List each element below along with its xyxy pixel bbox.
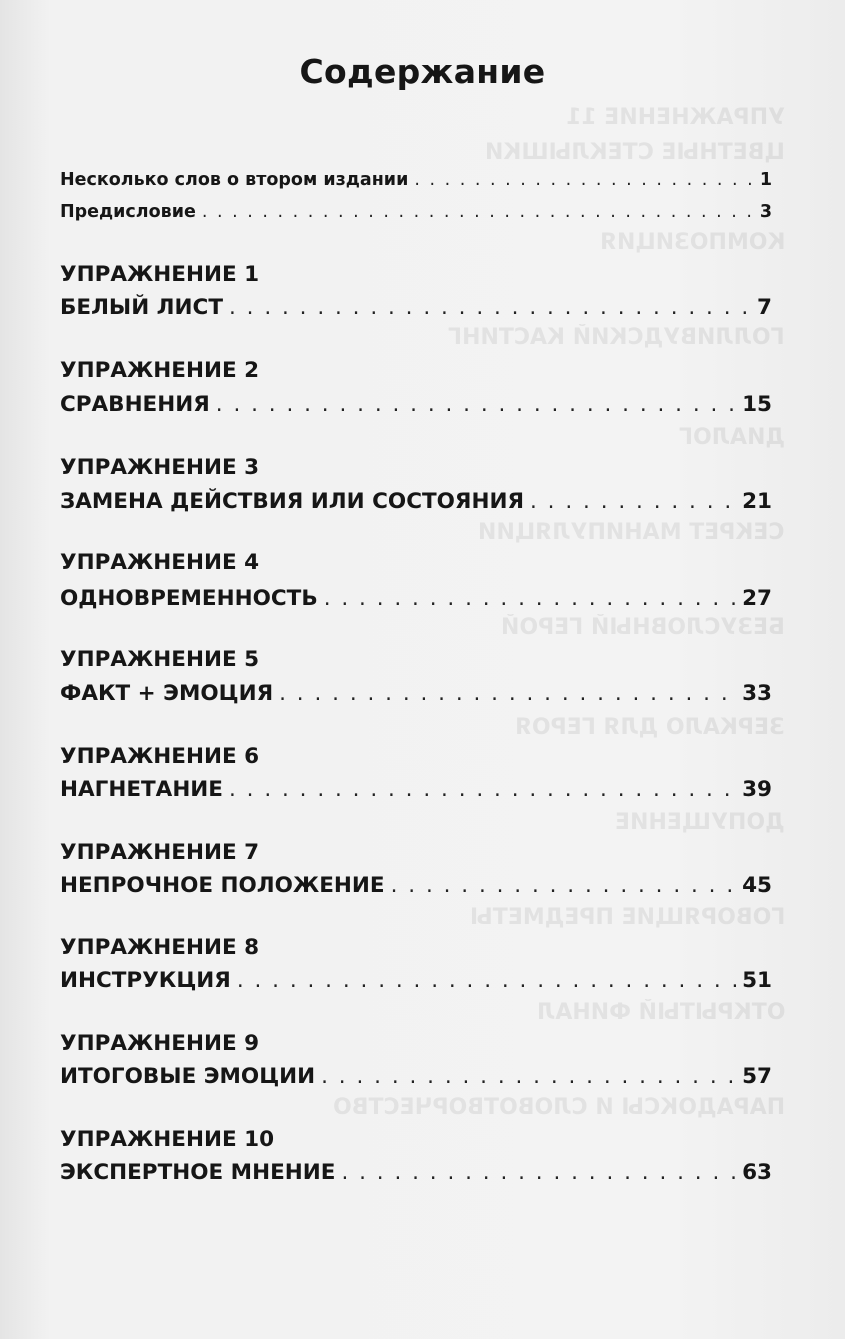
toc-page-number: 7 [757,295,772,320]
exercise-heading: УПРАЖНЕНИЕ 5 [60,647,260,672]
toc-page-number: 39 [742,777,772,802]
dot-leader [229,295,751,320]
toc-entry-label: ИНСТРУКЦИЯ [60,968,231,993]
toc-entry-label: ОДНОВРЕМЕННОСТЬ [60,586,318,611]
toc-page-number: 63 [742,1160,772,1185]
dot-leader [341,1160,736,1185]
exercise-heading: УПРАЖНЕНИЕ 1 [60,262,260,287]
exercise-heading: УПРАЖНЕНИЕ 3 [60,455,260,480]
toc-entry-exercise-6[interactable] [60,777,772,802]
toc-entry-label: БЕЛЫЙ ЛИСТ [60,295,223,320]
toc-page-number: 3 [759,202,772,222]
toc-page-number: 1 [759,170,772,190]
dot-leader [237,968,736,993]
toc-page-number: 51 [742,968,772,993]
toc-entry-label: НАГНЕТАНИЕ [60,777,223,802]
toc-entry-exercise-9[interactable] [60,1064,772,1089]
toc-entry-exercise-2[interactable] [60,392,772,417]
toc-entry-exercise-3[interactable] [60,489,772,514]
toc-entry-label: ИТОГОВЫЕ ЭМОЦИИ [60,1064,316,1089]
toc-page-number: 45 [742,873,772,898]
exercise-heading: УПРАЖНЕНИЕ 7 [60,840,260,865]
exercise-heading: УПРАЖНЕНИЕ 8 [60,935,260,960]
dot-leader [530,489,736,514]
page-title: Содержание [299,52,546,91]
exercise-heading: УПРАЖНЕНИЕ 9 [60,1031,260,1056]
dot-leader [391,873,736,898]
toc-entry-exercise-1[interactable] [60,295,772,320]
toc-entry-label: НЕПРОЧНОЕ ПОЛОЖЕНИЕ [60,873,385,898]
dot-leader [229,777,736,802]
dot-leader [279,681,736,706]
toc-page-number: 33 [742,681,772,706]
dot-leader [414,170,753,190]
toc-entry-exercise-8[interactable] [60,968,772,993]
exercise-heading: УПРАЖНЕНИЕ 2 [60,358,260,383]
show-through-text: УПРАЖНЕНИЕ 11 ЦВЕТНЫЕ СТЕКЛЫШКИ КОМПОЗИЦИЯ ГОЛЛИВУДСКИЙ КАСТИНГ ДИАЛОГ СЕКРЕТ МАНИПУЛЯЦИИ БЕЗУСЛОВНЫЙ ГЕРОЙ ЗЕРКАЛО ДЛЯ ГЕРОЯ ДОПУЩЕНИЕ ГОВОРЯЩИЕ ПРЕДМЕТЫ ОТКРЫТЫЙ ФИНАЛ ПАРАДОКСЫ И СЛОВОТВОРЧЕСТВО [332,105,785,1120]
toc-page-number: 21 [742,489,772,514]
toc-page-number: 15 [742,392,772,417]
dot-leader [321,1064,736,1089]
toc-entry-exercise-10[interactable] [60,1160,772,1185]
toc-entry-label: ЭКСПЕРТНОЕ МНЕНИЕ [60,1160,336,1185]
dot-leader [202,202,754,222]
toc-entry-exercise-5[interactable] [60,681,772,706]
toc-entry-exercise-7[interactable] [60,873,772,898]
dot-leader [324,586,736,611]
exercise-heading: УПРАЖНЕНИЕ 10 [60,1127,275,1152]
toc-entry-label: СРАВНЕНИЯ [60,392,210,417]
exercise-heading: УПРАЖНЕНИЕ 4 [60,550,260,575]
toc-entry-exercise-4[interactable] [60,586,772,611]
toc-entry-label: ЗАМЕНА ДЕЙСТВИЯ ИЛИ СОСТОЯНИЯ [60,489,525,514]
toc-page-number: 27 [742,586,772,611]
dot-leader [216,392,736,417]
toc-entry-second-edition[interactable] [60,170,772,190]
toc-entry-preface[interactable] [60,202,772,222]
toc-page-number: 57 [742,1064,772,1089]
exercise-heading: УПРАЖНЕНИЕ 6 [60,744,260,769]
toc-entry-label: ФАКТ + ЭМОЦИЯ [60,681,274,706]
toc-entry-label: Несколько слов о втором издании [60,170,409,190]
toc-entry-label: Предисловие [60,202,196,222]
